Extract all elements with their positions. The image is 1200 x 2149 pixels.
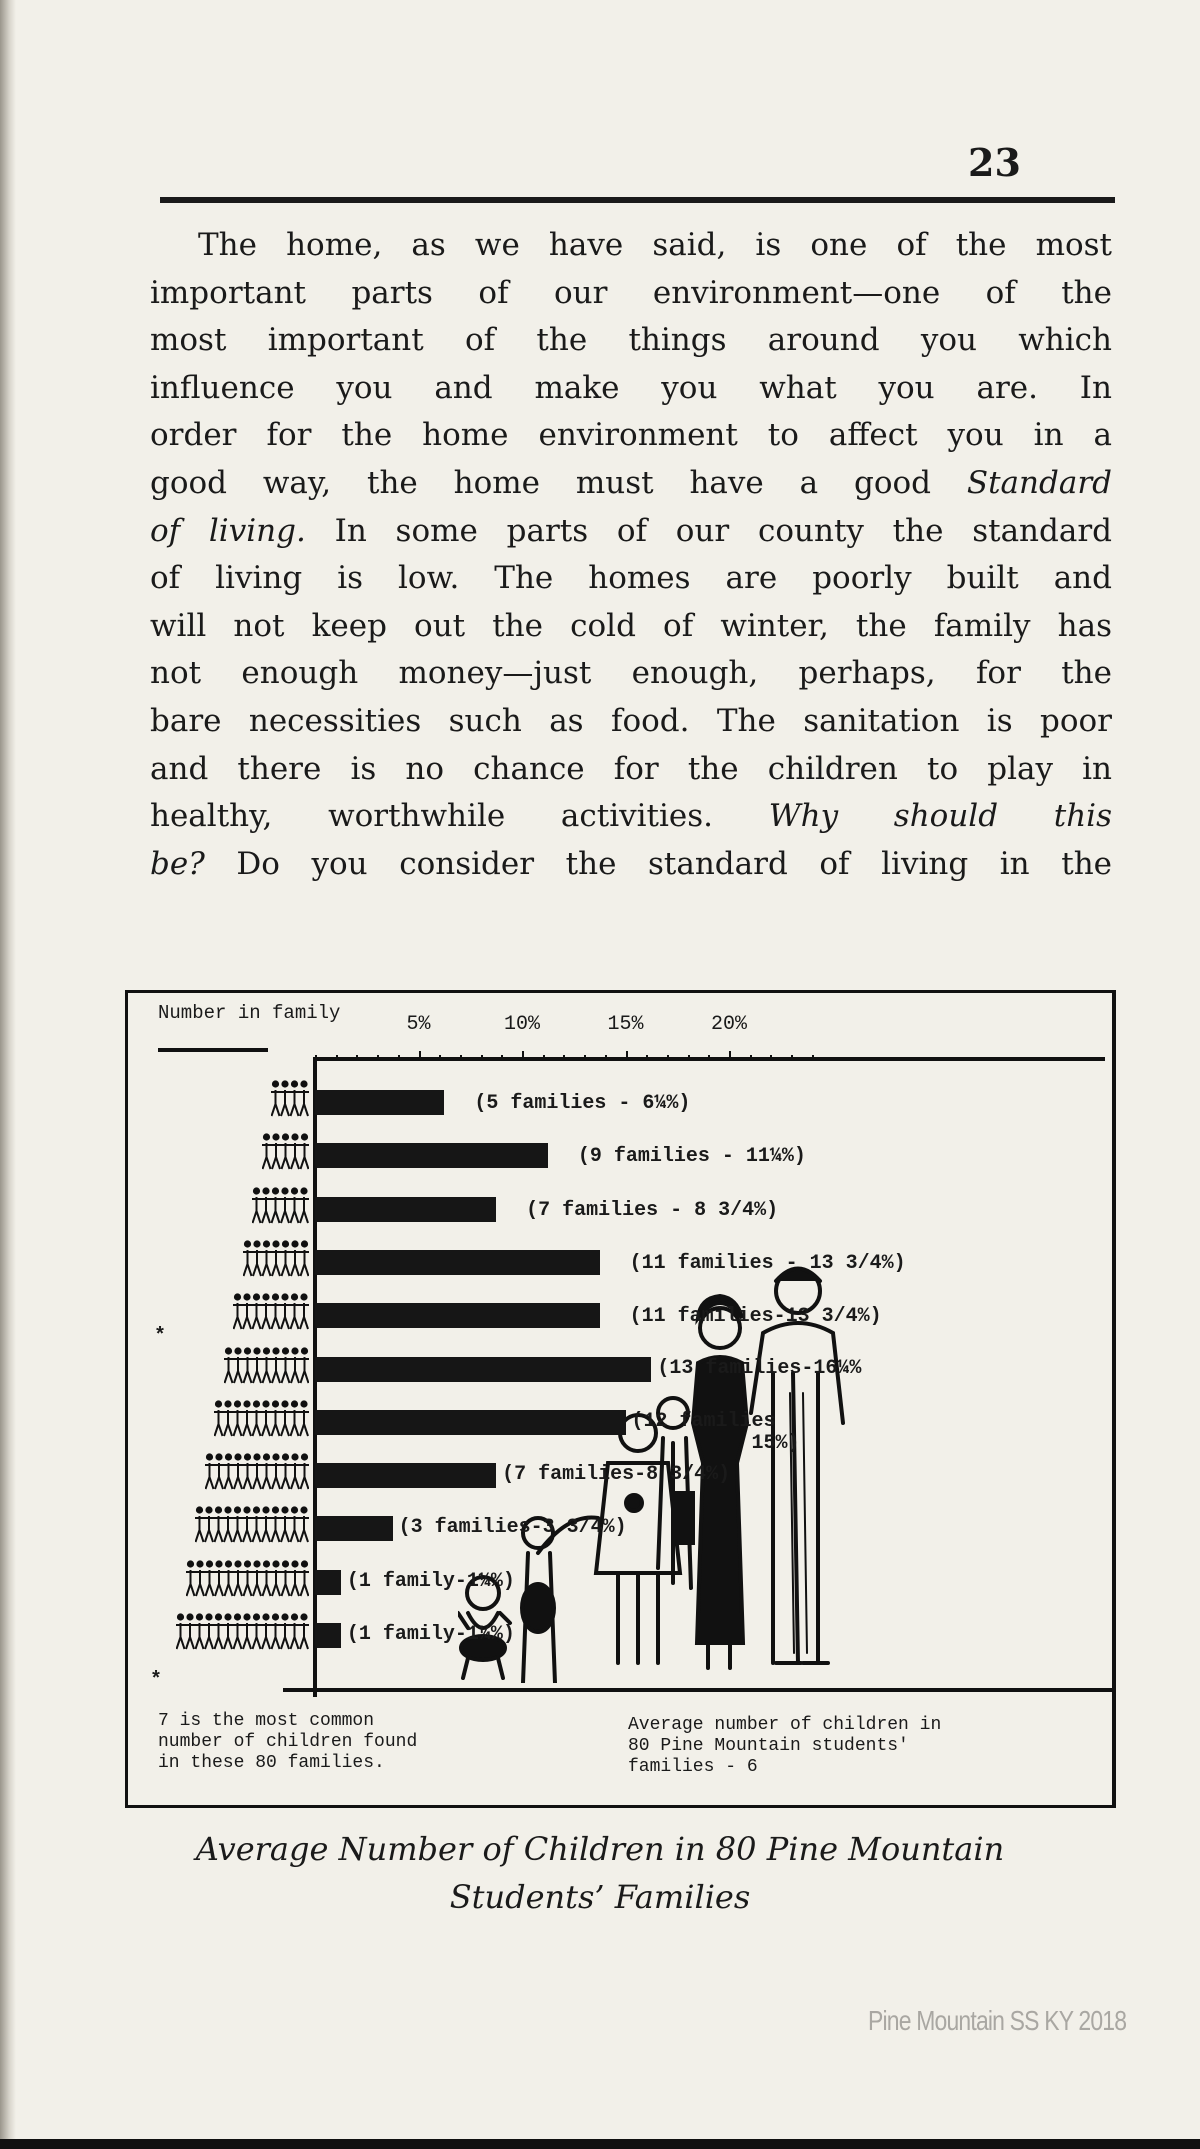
bar [315,1570,341,1595]
x-minor-tick [708,1055,710,1061]
text: order for the home environment to affect you in a [150,417,1112,454]
book-binding-shadow [0,0,16,2149]
x-minor-tick [501,1055,503,1061]
x-minor-tick [812,1055,814,1061]
family-figures-icon [195,1506,309,1546]
bar-label: (12 families 15%) [631,1409,800,1455]
bar-label: (5 families - 6¼%) [474,1092,691,1115]
page-number: 23 [968,140,1021,185]
header-rule [160,197,1115,203]
text: healthy, worthwhile activities. [150,798,769,835]
x-minor-tick [667,1055,669,1061]
text-line [150,650,1112,698]
bar-label: (13 families-16¼% [657,1356,862,1380]
x-tick-label: 20% [710,1013,748,1036]
y-axis-label: Number in family [158,1002,341,1024]
text-line [150,841,1112,889]
x-minor-tick [522,1055,524,1061]
family-size-chart [125,990,1116,1808]
caption-line: Average Number of Children in 80 Pine Mountain [195,1830,1005,1868]
text: The home, as we have said, is one of the most [198,227,1112,263]
bar [315,1303,600,1328]
x-minor-tick [356,1055,358,1061]
text: most important of the things around you which [150,322,1112,359]
x-minor-tick [377,1055,379,1061]
family-figures-icon [224,1347,310,1387]
text-line [150,746,1112,794]
bar [315,1463,496,1488]
footnote-average: Average number of children in 80 Pine Mountain students' families - 6 [628,1715,942,1777]
bar [315,1197,496,1222]
x-minor-tick [336,1055,338,1061]
family-figures-icon [262,1133,310,1173]
bar-label: (3 families-3 3/4%) [398,1516,627,1540]
footnote-marker: * [154,1325,167,1348]
italic-text: be? [150,845,205,882]
x-minor-tick [729,1055,731,1061]
y-label-underline [158,1048,268,1052]
family-figures-icon [186,1560,310,1600]
x-minor-tick [791,1055,793,1061]
text: Do you consider the standard of living in the [204,845,1112,882]
text-line [150,793,1112,841]
family-figures-icon [252,1187,309,1227]
italic-text: Standard [966,464,1112,501]
bar-label: (7 families-8 3/4%) [502,1463,731,1487]
watermark: Pine Mountain SS KY 2018 [868,2005,1127,2036]
x-minor-tick [646,1055,648,1061]
footnote-marker-bottom: * [150,1669,163,1692]
text: will not keep out the cold of winter, the family has [150,607,1112,644]
bar [315,1250,600,1275]
italic-text: Why should this [768,798,1112,835]
bar [315,1623,341,1648]
text-line [150,603,1112,651]
x-minor-tick [605,1055,607,1061]
text-line [150,508,1112,556]
text: In some parts of our county the standard [305,512,1113,549]
x-minor-tick [626,1055,628,1061]
caption-line: Students’ Families [449,1878,751,1916]
family-figures-icon [214,1400,309,1440]
family-figures-icon [233,1293,309,1333]
bar-label: (11 families-13 3/4%) [629,1305,882,1329]
text-line [150,412,1112,460]
bar [315,1143,548,1168]
text-line [150,555,1112,603]
footnote-rule [283,1688,1113,1692]
text: important parts of our environment—one of the [150,274,1112,311]
family-figures-icon [176,1613,309,1653]
x-tick-label: 10% [503,1013,541,1036]
text: not enough money—just enough, perhaps, for the [150,655,1112,692]
text: of living is low. The homes are poorly built and [150,560,1112,597]
x-minor-tick [481,1055,483,1061]
text: and there is no chance for the children to play in [150,750,1112,787]
x-minor-tick [688,1055,690,1061]
body-paragraph [150,222,1112,888]
text: influence you and make you what you are. In [150,369,1112,406]
x-minor-tick [315,1055,317,1061]
text: bare necessities such as food. The sanitation is poor [150,702,1112,739]
x-minor-tick [419,1055,421,1061]
text-line [150,365,1112,413]
x-minor-tick [543,1055,545,1061]
page-edge [0,2139,1200,2149]
family-figures-icon [271,1080,309,1120]
text: good way, the home must have a good [150,464,967,501]
x-minor-tick [439,1055,441,1061]
x-minor-tick [750,1055,752,1061]
footnote-most-common: 7 is the most common number of children found in these 80 families. [158,1711,418,1773]
x-tick-label: 15% [607,1013,644,1036]
bar-label: (9 families - 11¼%) [577,1145,806,1169]
bar-label: (7 families - 8 3/4%) [526,1198,779,1222]
text-line [150,222,1112,270]
bar [315,1410,626,1435]
text-line [150,460,1112,508]
x-minor-tick [584,1055,586,1061]
text-line [150,270,1112,318]
italic-text: of living. [150,512,306,549]
bar-label: (1 family-1¼%) [346,1569,515,1593]
bar [315,1090,444,1115]
x-tick-label: 5% [406,1013,431,1036]
text-line [150,698,1112,746]
family-figures-icon [243,1240,310,1280]
x-minor-tick [460,1055,462,1061]
x-minor-tick [398,1055,400,1061]
family-figures-icon [205,1453,310,1493]
figure-caption [100,1825,1100,1921]
bar [315,1516,393,1541]
x-minor-tick [563,1055,565,1061]
x-minor-tick [770,1055,772,1061]
text-line [150,317,1112,365]
bar-label: (11 families - 13 3/4%) [629,1251,906,1275]
bar [315,1357,651,1382]
bar-label: (1 family-1¼%) [346,1623,515,1646]
